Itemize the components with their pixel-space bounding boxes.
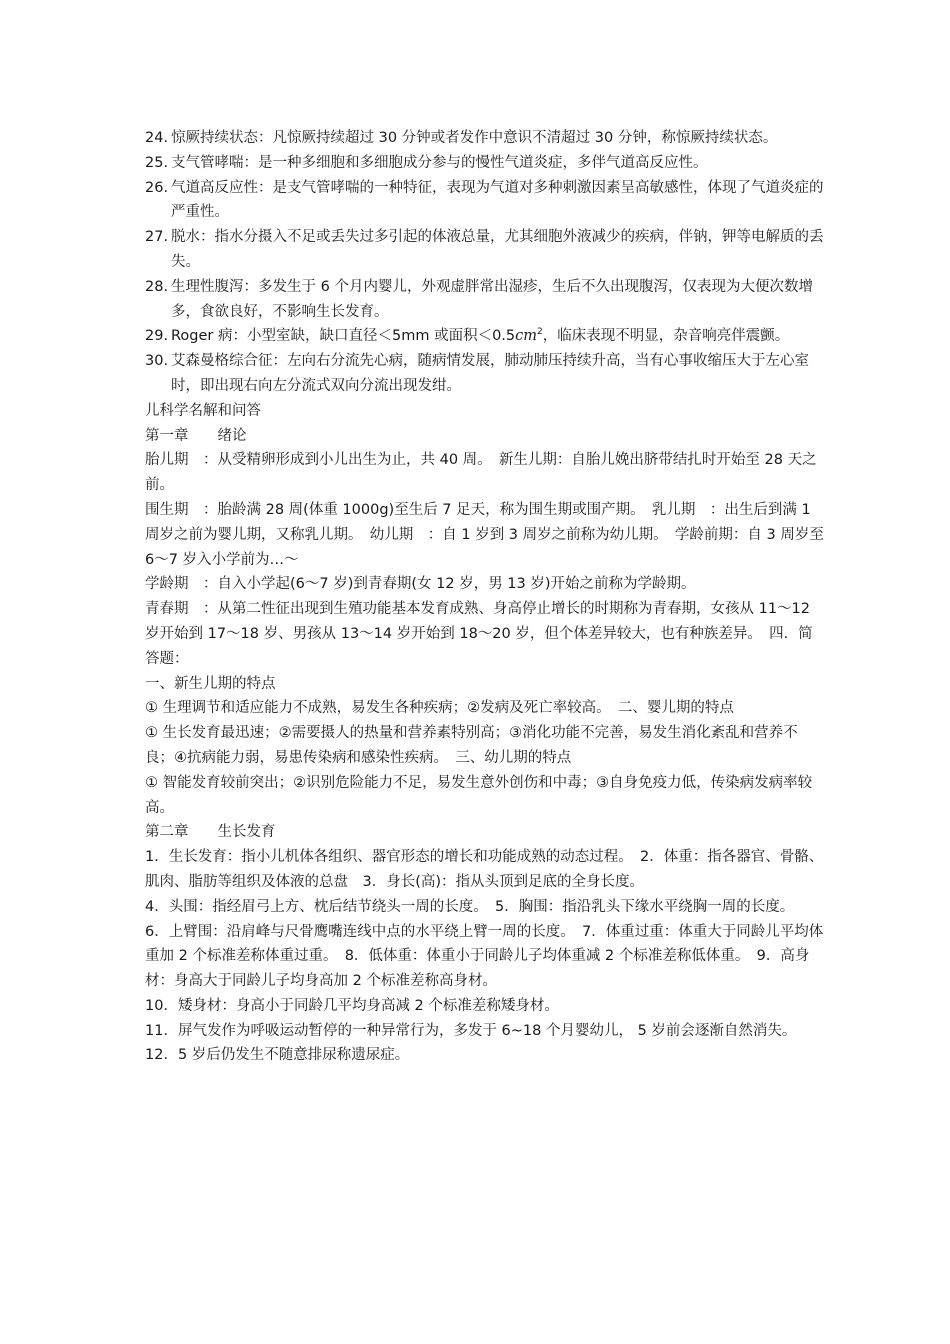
item-text (171, 324, 825, 349)
roger-superscript: 2 (537, 327, 543, 338)
item-number: 30. (145, 353, 169, 370)
document-page (145, 126, 825, 1068)
section-heading: 一、新生儿期的特点 (145, 675, 276, 692)
paragraph: 11．屏气发作为呼吸运动暂停的一种异常行为，多发于 6~18 个月婴幼儿， 5 岁前会逐渐自然消失。 (145, 1022, 797, 1039)
paragraph: 4．头围：指经眉弓上方、枕后结节绕头一周的长度。 5．胸围：指沿乳头下缘水平绕胸一周的长度。 (145, 898, 795, 915)
item-text: 生理性腹泻：多发生于 6 个月内婴儿，外观虚胖常出湿疹，生后不久出现腹泻，仅表现为大便次数增多，食欲良好，不影响生长发育。 (171, 278, 813, 320)
item-number: 27. (145, 229, 169, 246)
paragraph: ① 生长发育最迅速；②需要摄人的热量和营养素特别高；③消化功能不完善，易发生消化紊乱和营养不良；④抗病能力弱，易患传染病和感染性疾病。 三、幼儿期的特点 (145, 725, 798, 766)
item-text: 脱水：指水分摄入不足或丢失过多引起的体液总量，尤其细胞外液减少的疾病，伴钠，钾等电解质的丢失。 (171, 229, 824, 270)
roger-unit: cm (515, 328, 538, 345)
paragraph: 胎儿期 ：从受精卵形成到小儿出生为止，共 40 周。 新生儿期：自胎儿娩出脐带结扎时开始至 28 天之前。 (145, 452, 817, 494)
definition-item-28 (145, 275, 825, 325)
paragraph: 6．上臂围：沿肩峰与尺骨鹰嘴连线中点的水平绕上臂一周的长度。 7．体重过重：体重大于同龄儿平均体重加 2 个标准差称体重过重。 8．低体重：体重小于同龄儿子均体重减 2 个标准差称低体重。 9．高身材：身高大于同龄儿子均身高加 2 个标准差称高身材。 (145, 923, 824, 990)
item-text: 支气管哮喘：是一种多细胞和多细胞成分参与的慢性气道炎症，多伴气道高反应性。 (171, 154, 708, 171)
item-number: 29. (145, 328, 169, 345)
chapter-heading-1: 第一章 绪论 (145, 427, 247, 444)
item-number: 24. (145, 130, 169, 146)
paragraph: 10．矮身材：身高小于同龄几平均身高减 2 个标准差称矮身材。 (145, 997, 559, 1014)
paragraph: 青春期 ：从第二性征出现到生殖功能基本发育成熟、身高停止增长的时期称为青春期，女孩从 11～12 岁开始到 17～18 岁、男孩从 13～14 岁开始到 18～20 岁，但个体差异较大，也有种族差异。 四．简答题： (145, 601, 813, 667)
definition-item-27 (145, 225, 825, 275)
definition-item-30 (145, 349, 825, 399)
paragraph: 围生期 ：胎龄满 28 周(体重 1000g)至生后 7 足天，称为围生期或围产期。 乳儿期 ：出生后到满 1 周岁之前为婴儿期，又称乳儿期。 幼儿期 ：自 1 岁到 3 周岁之前称为幼儿期。 学龄前期：自 3 周岁至 6～7 岁入小学前为…～ (145, 501, 824, 568)
item-text: 气道高反应性：是支气管哮喘的一种特征，表现为气道对多种刺激因素呈高敏感性，体现了气道炎症的严重性。 (171, 179, 824, 221)
item-number: 25. (145, 154, 169, 171)
paragraph: ① 智能发育较前突出；②识别危险能力不足，易发生意外创伤和中毒；③自身免疫力低，传染病发病率较高。 (145, 774, 813, 816)
document-heading: 儿科学名解和问答 (145, 402, 261, 419)
paragraph: 学龄期 ：自入小学起(6～7 岁)到青春期(女 12 岁，男 13 岁)开始之前称为学龄期。 (145, 576, 696, 593)
definition-item-26 (145, 176, 825, 226)
paragraph: ① 生理调节和适应能力不成熟，易发生各种疾病；②发病及死亡率较高。 二、婴儿期的特点 (145, 700, 734, 717)
item-text: 惊厥持续状态：凡惊厥持续超过 30 分钟或者发作中意识不清超过 30 分钟，称惊厥持续状态。 (171, 130, 778, 146)
definition-item-25 (145, 151, 825, 176)
item-number: 26. (145, 179, 169, 196)
item-text: 艾森曼格综合征：左向右分流先心病，随病情发展，肺动肺压持续升高，当有心事收缩压大于左心室时，即出现右向左分流式双向分流出现发绀。 (171, 353, 809, 394)
definition-item-24 (145, 126, 825, 151)
item-number: 28. (145, 278, 169, 295)
definition-item-29 (145, 324, 825, 349)
paragraph: 12．5 岁后仍发生不随意排尿称遗尿症。 (145, 1047, 410, 1064)
roger-text-after: ，临床表现不明显，杂音响亮伴震颤。 (542, 328, 790, 345)
chapter-heading-2: 第二章 生长发育 (145, 824, 276, 841)
roger-text-before: Roger 病：小型室缺，缺口直径＜5mm 或面积＜0.5 (171, 328, 516, 345)
paragraph: 1．生长发育：指小儿机体各组织、器官形态的增长和功能成熟的动态过程。 2．体重：指各器官、骨骼、肌肉、脂肪等组织及体液的总盘 3．身长(高)：指从头顶到足底的全身长度。 (145, 849, 824, 890)
